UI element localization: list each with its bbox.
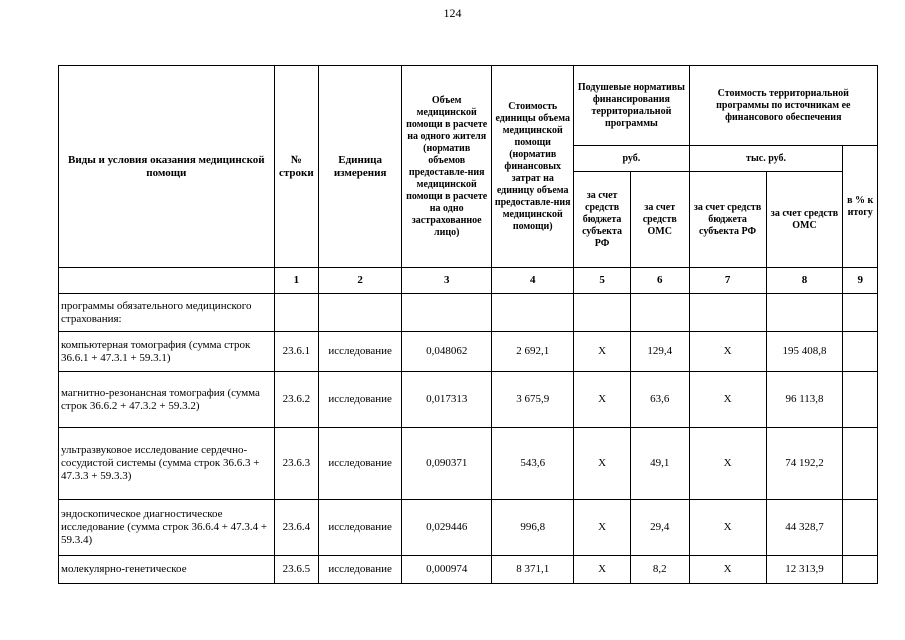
row-number: 23.6.3 bbox=[274, 428, 319, 500]
row-budget-rub: Х bbox=[574, 332, 631, 372]
row-cost: 2 692,1 bbox=[492, 332, 574, 372]
header-oms-thousand: за счет средств ОМС bbox=[766, 172, 843, 268]
column-number: 8 bbox=[766, 268, 843, 294]
row-volume: 0,029446 bbox=[402, 500, 492, 556]
row-percent bbox=[843, 500, 878, 556]
column-number: 6 bbox=[630, 268, 689, 294]
row-budget-thousand: Х bbox=[689, 500, 766, 556]
row-volume bbox=[402, 294, 492, 332]
row-name: компьютерная томография (сумма строк 36.6.1 + 47.3.1 + 59.3.1) bbox=[59, 332, 275, 372]
row-name: программы обязательного медицинского страхования: bbox=[59, 294, 275, 332]
row-percent bbox=[843, 332, 878, 372]
row-percent bbox=[843, 428, 878, 500]
row-number bbox=[274, 294, 319, 332]
header-oms-rub: за счет средств ОМС bbox=[630, 172, 689, 268]
row-budget-rub: Х bbox=[574, 372, 631, 428]
row-cost: 543,6 bbox=[492, 428, 574, 500]
row-budget-thousand: Х bbox=[689, 428, 766, 500]
row-volume: 0,090371 bbox=[402, 428, 492, 500]
header-row-number: № строки bbox=[274, 66, 319, 268]
table-row bbox=[59, 500, 878, 556]
row-cost: 3 675,9 bbox=[492, 372, 574, 428]
column-number: 3 bbox=[402, 268, 492, 294]
row-budget-rub: Х bbox=[574, 500, 631, 556]
header-per-capita: Подушевые нормативы финансирования территориальной программы bbox=[574, 66, 689, 146]
row-volume: 0,048062 bbox=[402, 332, 492, 372]
header-cost: Стоимость единицы объема медицинской помощи (норматив финансовых затрат на единицу объема предоставле-ния медицинской помощи) bbox=[492, 66, 574, 268]
row-oms-rub: 29,4 bbox=[630, 500, 689, 556]
row-unit: исследование bbox=[319, 556, 402, 584]
header-unit: Единица измерения bbox=[319, 66, 402, 268]
row-volume: 0,017313 bbox=[402, 372, 492, 428]
header-program-cost: Стоимость территориальной программы по источникам ее финансового обеспечения bbox=[689, 66, 877, 146]
row-number: 23.6.5 bbox=[274, 556, 319, 584]
row-budget-thousand bbox=[689, 294, 766, 332]
column-number: 4 bbox=[492, 268, 574, 294]
row-oms-rub: 129,4 bbox=[630, 332, 689, 372]
header-unit-thousand-rub: тыс. руб. bbox=[689, 146, 843, 172]
page-number: 124 bbox=[443, 6, 462, 20]
header-budget-rub: за счет средств бюджета субъекта РФ bbox=[574, 172, 631, 268]
row-name: эндоскопическое диагностическое исследование (сумма строк 36.6.4 + 47.3.4 + 59.3.4) bbox=[59, 500, 275, 556]
column-number-blank bbox=[59, 268, 275, 294]
row-percent bbox=[843, 294, 878, 332]
row-percent bbox=[843, 556, 878, 584]
row-oms-rub bbox=[630, 294, 689, 332]
row-unit: исследование bbox=[319, 332, 402, 372]
row-budget-thousand: Х bbox=[689, 556, 766, 584]
row-number: 23.6.1 bbox=[274, 332, 319, 372]
row-oms-thousand: 74 192,2 bbox=[766, 428, 843, 500]
column-number-row bbox=[59, 268, 878, 294]
row-budget-rub: Х bbox=[574, 428, 631, 500]
row-oms-thousand bbox=[766, 294, 843, 332]
row-oms-rub: 63,6 bbox=[630, 372, 689, 428]
row-unit: исследование bbox=[319, 372, 402, 428]
row-unit: исследование bbox=[319, 428, 402, 500]
financing-table bbox=[58, 65, 878, 584]
row-budget-rub: Х bbox=[574, 556, 631, 584]
row-oms-thousand: 44 328,7 bbox=[766, 500, 843, 556]
row-name: магнитно-резонансная томография (сумма строк 36.6.2 + 47.3.2 + 59.3.2) bbox=[59, 372, 275, 428]
row-oms-thousand: 96 113,8 bbox=[766, 372, 843, 428]
row-budget-thousand: Х bbox=[689, 372, 766, 428]
row-cost: 8 371,1 bbox=[492, 556, 574, 584]
row-volume: 0,000974 bbox=[402, 556, 492, 584]
header-budget-thousand: за счет средств бюджета субъекта РФ bbox=[689, 172, 766, 268]
row-oms-rub: 49,1 bbox=[630, 428, 689, 500]
row-unit bbox=[319, 294, 402, 332]
column-number: 7 bbox=[689, 268, 766, 294]
row-number: 23.6.2 bbox=[274, 372, 319, 428]
row-oms-thousand: 12 313,9 bbox=[766, 556, 843, 584]
table-row bbox=[59, 428, 878, 500]
header-volume: Объем медицинской помощи в расчете на одного жителя (норматив объемов предоставле-ния медицинской помощи в расчете на одно застрахованное лицо) bbox=[402, 66, 492, 268]
table-row bbox=[59, 294, 878, 332]
row-unit: исследование bbox=[319, 500, 402, 556]
table-row bbox=[59, 372, 878, 428]
row-percent bbox=[843, 372, 878, 428]
column-number: 9 bbox=[843, 268, 878, 294]
row-budget-rub bbox=[574, 294, 631, 332]
row-name: молекулярно-генетическое bbox=[59, 556, 275, 584]
row-oms-rub: 8,2 bbox=[630, 556, 689, 584]
table-row bbox=[59, 332, 878, 372]
column-number: 5 bbox=[574, 268, 631, 294]
row-name: ультразвуковое исследование сердечно-сосудистой системы (сумма строк 36.6.3 + 47.3.3 + 59.3.3) bbox=[59, 428, 275, 500]
column-number: 1 bbox=[274, 268, 319, 294]
header-percent: в % к итогу bbox=[843, 146, 878, 268]
row-cost bbox=[492, 294, 574, 332]
row-budget-thousand: Х bbox=[689, 332, 766, 372]
row-number: 23.6.4 bbox=[274, 500, 319, 556]
row-cost: 996,8 bbox=[492, 500, 574, 556]
row-oms-thousand: 195 408,8 bbox=[766, 332, 843, 372]
header-unit-rub: руб. bbox=[574, 146, 689, 172]
column-number: 2 bbox=[319, 268, 402, 294]
header-kinds: Виды и условия оказания медицинской помощи bbox=[59, 66, 275, 268]
table-row bbox=[59, 556, 878, 584]
